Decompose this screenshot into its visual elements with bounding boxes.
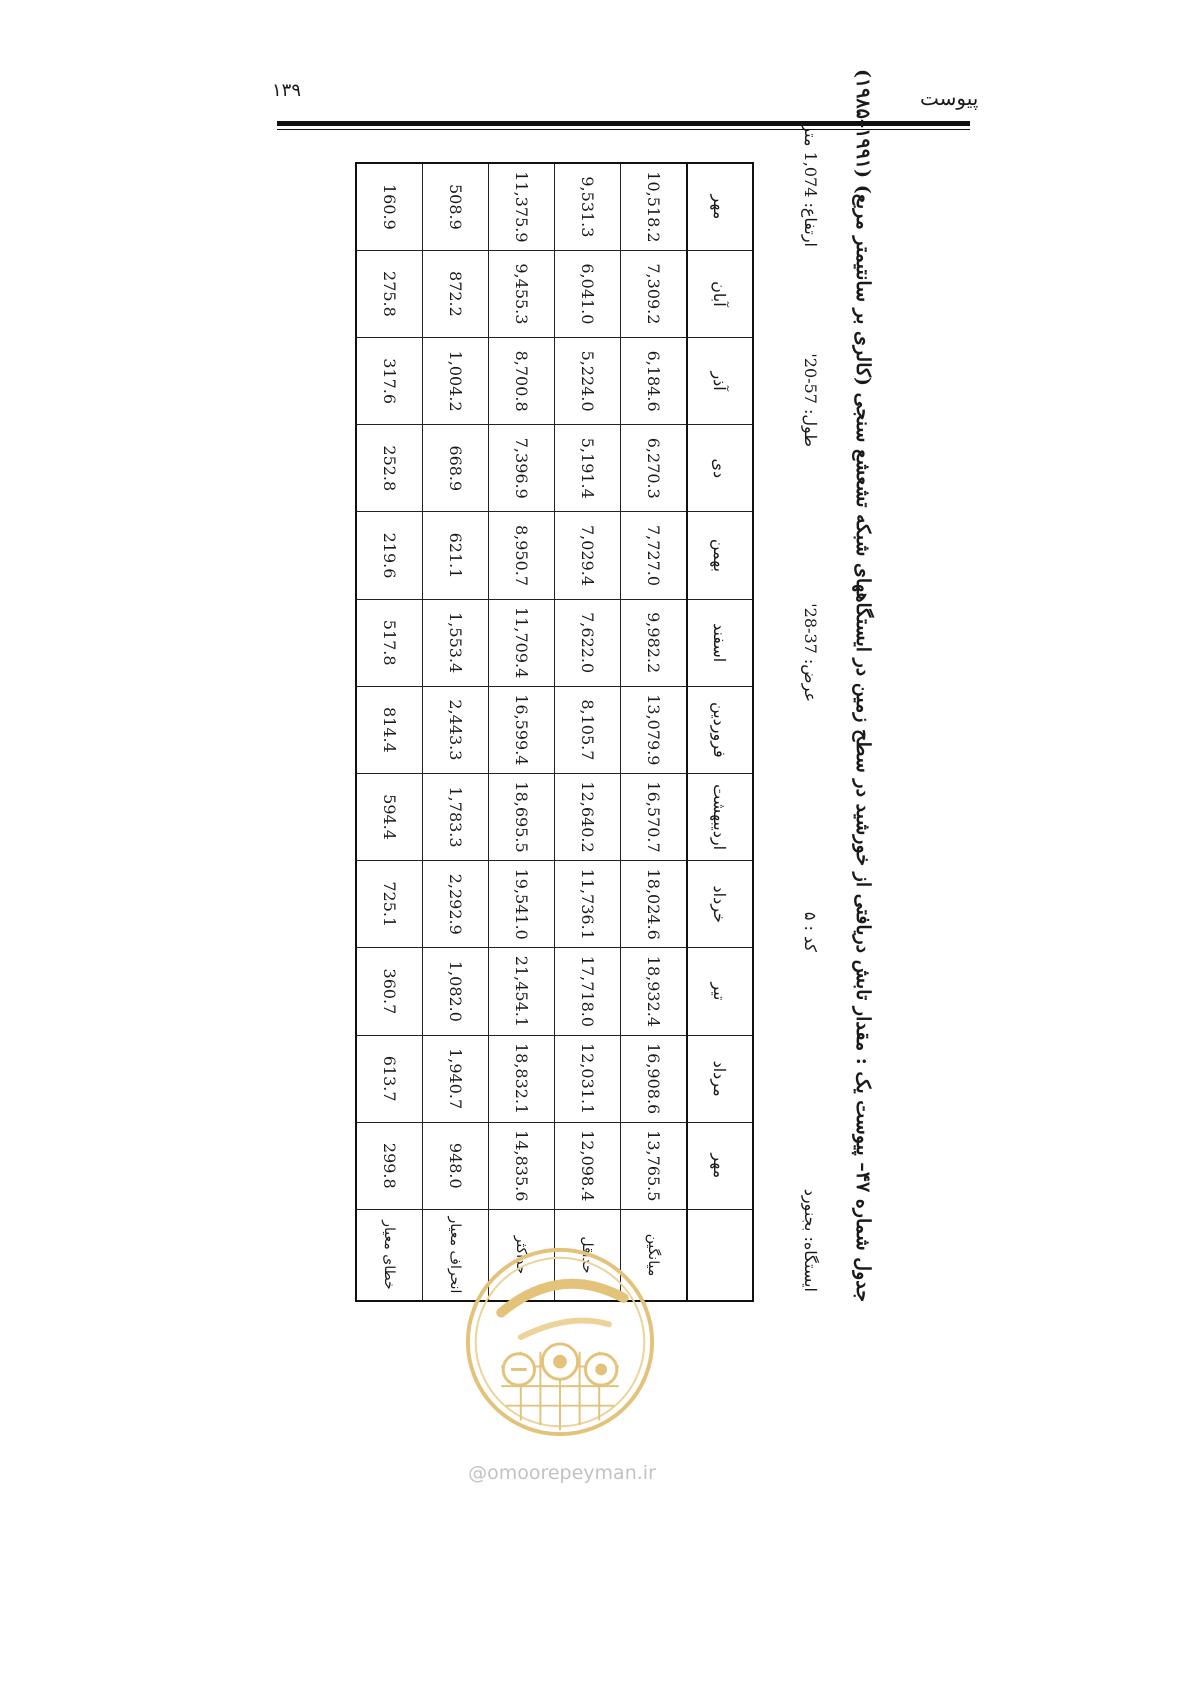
table-cell: 18,832.1 (489, 1035, 555, 1122)
table-row (621, 163, 688, 1301)
watermark-text: @omoorepeyman.ir (468, 1462, 656, 1484)
station-longitude: طول: 57-20' (801, 353, 820, 447)
table-cell: 6,184.6 (621, 338, 688, 425)
table-cell: 12,098.4 (555, 1122, 621, 1209)
station-info (790, 124, 820, 1302)
table-cell: 275.8 (356, 250, 423, 337)
table-cell: 621.1 (423, 512, 489, 599)
row-label: خطای معیار (356, 1209, 423, 1301)
month-header: مهر (687, 163, 753, 250)
table-cell: 299.8 (356, 1122, 423, 1209)
table-cell: 10,518.2 (621, 163, 688, 250)
table-cell: 14,835.6 (489, 1122, 555, 1209)
table-cell: 11,709.4 (489, 599, 555, 686)
table-header-row (687, 163, 753, 1301)
table-cell: 7,622.0 (555, 599, 621, 686)
table-cell: 8,700.8 (489, 338, 555, 425)
table-cell: 814.4 (356, 686, 423, 773)
table-row (423, 163, 489, 1301)
table-cell: 8,105.7 (555, 686, 621, 773)
station-latitude: عرض: 37-28' (801, 603, 820, 702)
month-header: بهمن (687, 512, 753, 599)
table-cell: 7,727.0 (621, 512, 688, 599)
station-code: کد : ۵ (801, 911, 820, 952)
table-cell: 18,695.5 (489, 773, 555, 860)
table-cell: 18,024.6 (621, 861, 688, 948)
table-cell: 360.7 (356, 948, 423, 1035)
table-cell: 5,224.0 (555, 338, 621, 425)
table-cell: 16,908.6 (621, 1035, 688, 1122)
row-label: انحراف معیار (423, 1209, 489, 1301)
table-cell: 948.0 (423, 1122, 489, 1209)
stamp-logo (462, 1244, 658, 1440)
table-cell: 725.1 (356, 861, 423, 948)
table-cell: 2,292.9 (423, 861, 489, 948)
radiation-table (355, 162, 754, 1302)
section-title: پیوست (920, 86, 979, 110)
table-cell: 13,765.5 (621, 1122, 688, 1209)
table-cell: 9,455.3 (489, 250, 555, 337)
month-header: مهر (687, 1122, 753, 1209)
table-cell: 16,599.4 (489, 686, 555, 773)
table-cell: 1,553.4 (423, 599, 489, 686)
table-cell: 7,029.4 (555, 512, 621, 599)
month-header: اردیبهشت (687, 773, 753, 860)
table-cell: 668.9 (423, 425, 489, 512)
month-header: دی (687, 425, 753, 512)
table-cell: 8,950.7 (489, 512, 555, 599)
table-cell: 9,531.3 (555, 163, 621, 250)
month-header: آذر (687, 338, 753, 425)
table-cell: 594.4 (356, 773, 423, 860)
table-cell: 7,309.2 (621, 250, 688, 337)
table-cell: 16,570.7 (621, 773, 688, 860)
table-cell: 6,270.3 (621, 425, 688, 512)
table-cell: 12,031.1 (555, 1035, 621, 1122)
row-label: حداقل (555, 1209, 621, 1301)
table-caption: جدول شماره ۴۷– پیوست یک : مقدار تابش دریافتی از خورشید در سطح زمین در ایستگاههای شبکه تشعشع سنجی (کالری بر سانتیمتر مربع) (۱۹۹۱–۱۹۸۵) (852, 68, 874, 1302)
table-cell: 9,982.2 (621, 599, 688, 686)
table-cell: 6,041.0 (555, 250, 621, 337)
table-cell: 11,736.1 (555, 861, 621, 948)
table-cell: 7,396.9 (489, 425, 555, 512)
table-cell: 1,004.2 (423, 338, 489, 425)
row-label: میانگین (621, 1209, 688, 1301)
month-header: اسفند (687, 599, 753, 686)
rotated-table-block (380, 68, 874, 1302)
page-number: ۱۳۹ (272, 80, 302, 101)
station-elevation: ارتفاع: 1,074 متر (801, 124, 820, 247)
month-header: مرداد (687, 1035, 753, 1122)
month-header: آبان (687, 250, 753, 337)
table-cell: 17,718.0 (555, 948, 621, 1035)
table-cell: 252.8 (356, 425, 423, 512)
table-cell: 508.9 (423, 163, 489, 250)
table-row (356, 163, 423, 1301)
table-cell: 317.6 (356, 338, 423, 425)
table-cell: 1,082.0 (423, 948, 489, 1035)
row-label: حداکثر (489, 1209, 555, 1301)
table-cell: 517.8 (356, 599, 423, 686)
table-cell: 11,375.9 (489, 163, 555, 250)
table-cell: 18,932.4 (621, 948, 688, 1035)
table-cell: 1,783.3 (423, 773, 489, 860)
table-cell: 12,640.2 (555, 773, 621, 860)
table-cell: 160.9 (356, 163, 423, 250)
table-row (489, 163, 555, 1301)
table-cell: 1,940.7 (423, 1035, 489, 1122)
table-cell: 21,454.1 (489, 948, 555, 1035)
station-name: ایستگاه: بجنورد (801, 1188, 820, 1292)
table-row (555, 163, 621, 1301)
table-corner-cell (687, 1209, 753, 1301)
table-cell: 613.7 (356, 1035, 423, 1122)
table-cell: 2,443.3 (423, 686, 489, 773)
month-header: تیر (687, 948, 753, 1035)
table-cell: 5,191.4 (555, 425, 621, 512)
table-cell: 19,541.0 (489, 861, 555, 948)
month-header: خرداد (687, 861, 753, 948)
month-header: فروردین (687, 686, 753, 773)
table-cell: 13,079.9 (621, 686, 688, 773)
table-cell: 219.6 (356, 512, 423, 599)
table-cell: 872.2 (423, 250, 489, 337)
